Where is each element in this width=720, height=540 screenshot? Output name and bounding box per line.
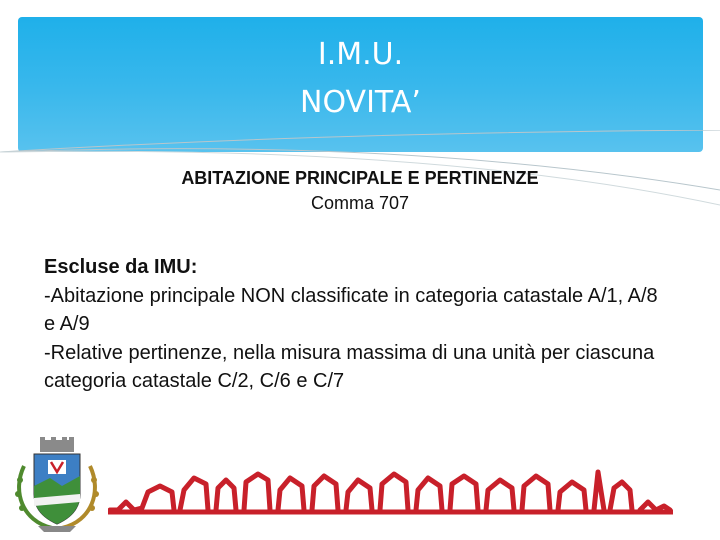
red-town-skyline-icon	[108, 462, 673, 522]
paragraph-2: -Relative pertinenze, nella misura massima di una unità per ciascuna categoria catastale C/2, C/6 e C/7	[44, 341, 655, 392]
heading-subtitle: Comma 707	[310, 193, 410, 213]
municipal-coat-of-arms-icon	[10, 436, 105, 536]
title-line-2: NOVITA’	[300, 85, 421, 120]
paragraph-1: -Abitazione principale NON classificate in categoria catastale A/1, A/8 e A/9	[44, 284, 658, 335]
title-line-1: I.M.U.	[317, 37, 404, 72]
lead-text: Escluse da IMU:	[44, 256, 198, 278]
body-text	[44, 253, 674, 396]
heading-title: ABITAZIONE PRINCIPALE E PERTINENZE	[181, 168, 539, 188]
section-heading	[0, 166, 720, 216]
slide-title	[18, 31, 703, 127]
